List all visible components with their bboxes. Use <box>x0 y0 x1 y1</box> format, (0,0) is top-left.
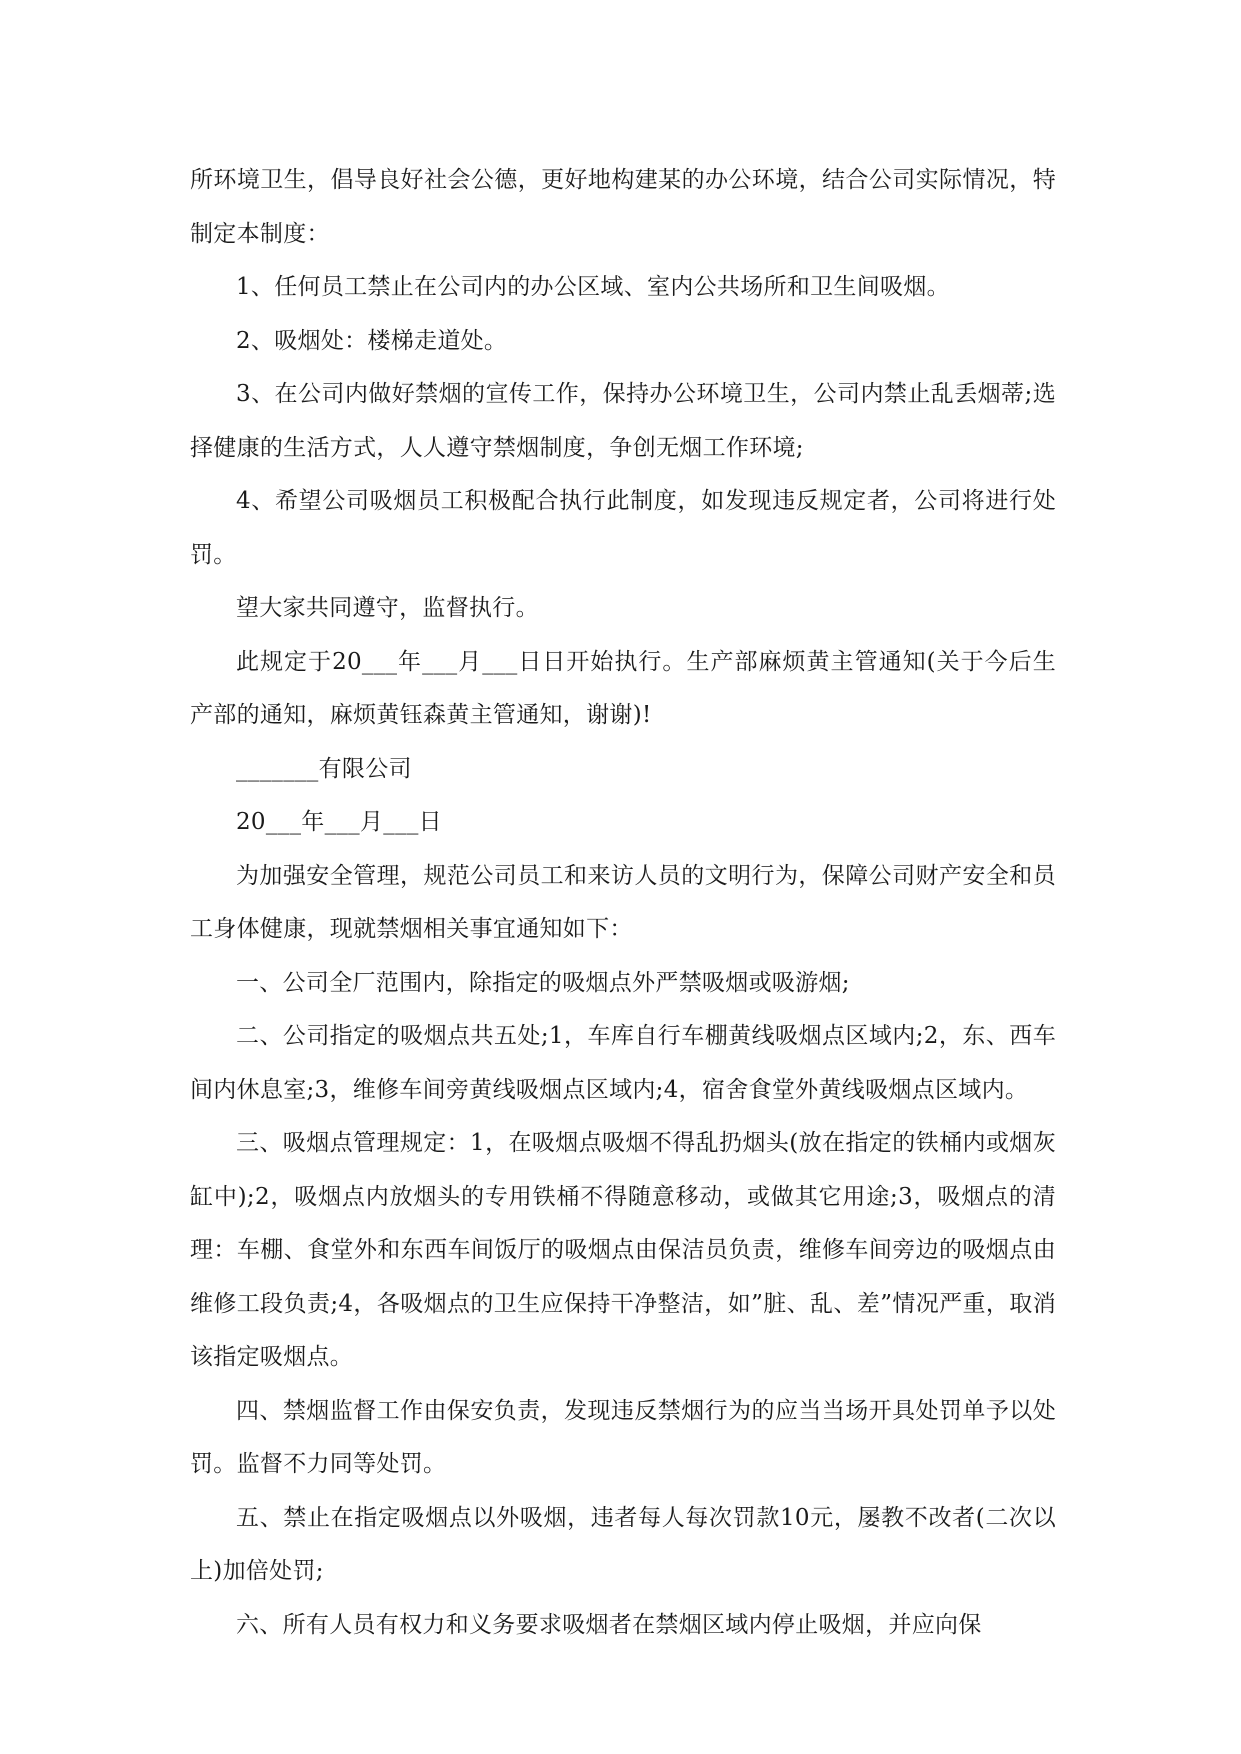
paragraph-notice-4: 四、禁烟监督工作由保安负责，发现违反禁烟行为的应当当场开具处罚单予以处罚。监督不力同等处罚。 <box>190 1397 1056 1477</box>
company-signature: _______有限公司 <box>236 755 412 782</box>
paragraph-notice-2: 二、公司指定的吸烟点共五处;1，车库自行车棚黄线吸烟点区域内;2，东、西车间内休息室;3，维修车间旁黄线吸烟点区域内;4，宿舍食堂外黄线吸烟点区域内。 <box>190 1023 1056 1103</box>
paragraph-notice-1: 一、公司全厂范围内，除指定的吸烟点外严禁吸烟或吸游烟; <box>236 969 850 996</box>
document-body <box>190 154 1056 1652</box>
paragraph-rule-1: 1、任何员工禁止在公司内的办公区域、室内公共场所和卫生间吸烟。 <box>236 274 950 300</box>
paragraph-rule-4: 4、希望公司吸烟员工积极配合执行此制度，如发现违反规定者，公司将进行处罚。 <box>190 488 1056 568</box>
paragraph-notice-3: 三、吸烟点管理规定：1，在吸烟点吸烟不得乱扔烟头(放在指定的铁桶内或烟灰缸中);2，吸烟点内放烟头的专用铁桶不得随意移动，或做其它用途;3，吸烟点的清理：车棚、食堂外和东西车间饭厅的吸烟点由保洁员负责，维修车间旁边的吸烟点由维修工段负责;4，各吸烟点的卫生应保持干净整洁，如”脏、乱、差”情况严重，取消该指定吸烟点。 <box>190 1130 1056 1370</box>
paragraph-rule-3: 3、在公司内做好禁烟的宣传工作，保持办公环境卫生，公司内禁止乱丢烟蒂;选择健康的生活方式，人人遵守禁烟制度，争创无烟工作环境; <box>190 381 1056 461</box>
paragraph-notice-6: 六、所有人员有权力和义务要求吸烟者在禁烟区域内停止吸烟，并应向保 <box>236 1611 982 1638</box>
paragraph-effective-date: 此规定于20___年___月___日日开始执行。生产部麻烦黄主管通知(关于今后生产部的通知，麻烦黄钰森黄主管通知，谢谢)! <box>190 648 1056 728</box>
signature-date: 20___年___月___日 <box>236 809 442 835</box>
paragraph-intro-continuation: 所环境卫生，倡导良好社会公德，更好地构建某的办公环境，结合公司实际情况，特制定本制度： <box>190 167 1056 247</box>
paragraph-notice-5: 五、禁止在指定吸烟点以外吸烟，违者每人每次罚款10元，屡教不改者(二次以上)加倍处罚; <box>190 1504 1056 1584</box>
paragraph-rule-2: 2、吸烟处：楼梯走道处。 <box>236 327 508 354</box>
paragraph-compliance: 望大家共同遵守，监督执行。 <box>236 595 539 621</box>
paragraph-notice-intro: 为加强安全管理，规范公司员工和来访人员的文明行为，保障公司财产安全和员工身体健康，现就禁烟相关事宜通知如下： <box>190 862 1056 942</box>
